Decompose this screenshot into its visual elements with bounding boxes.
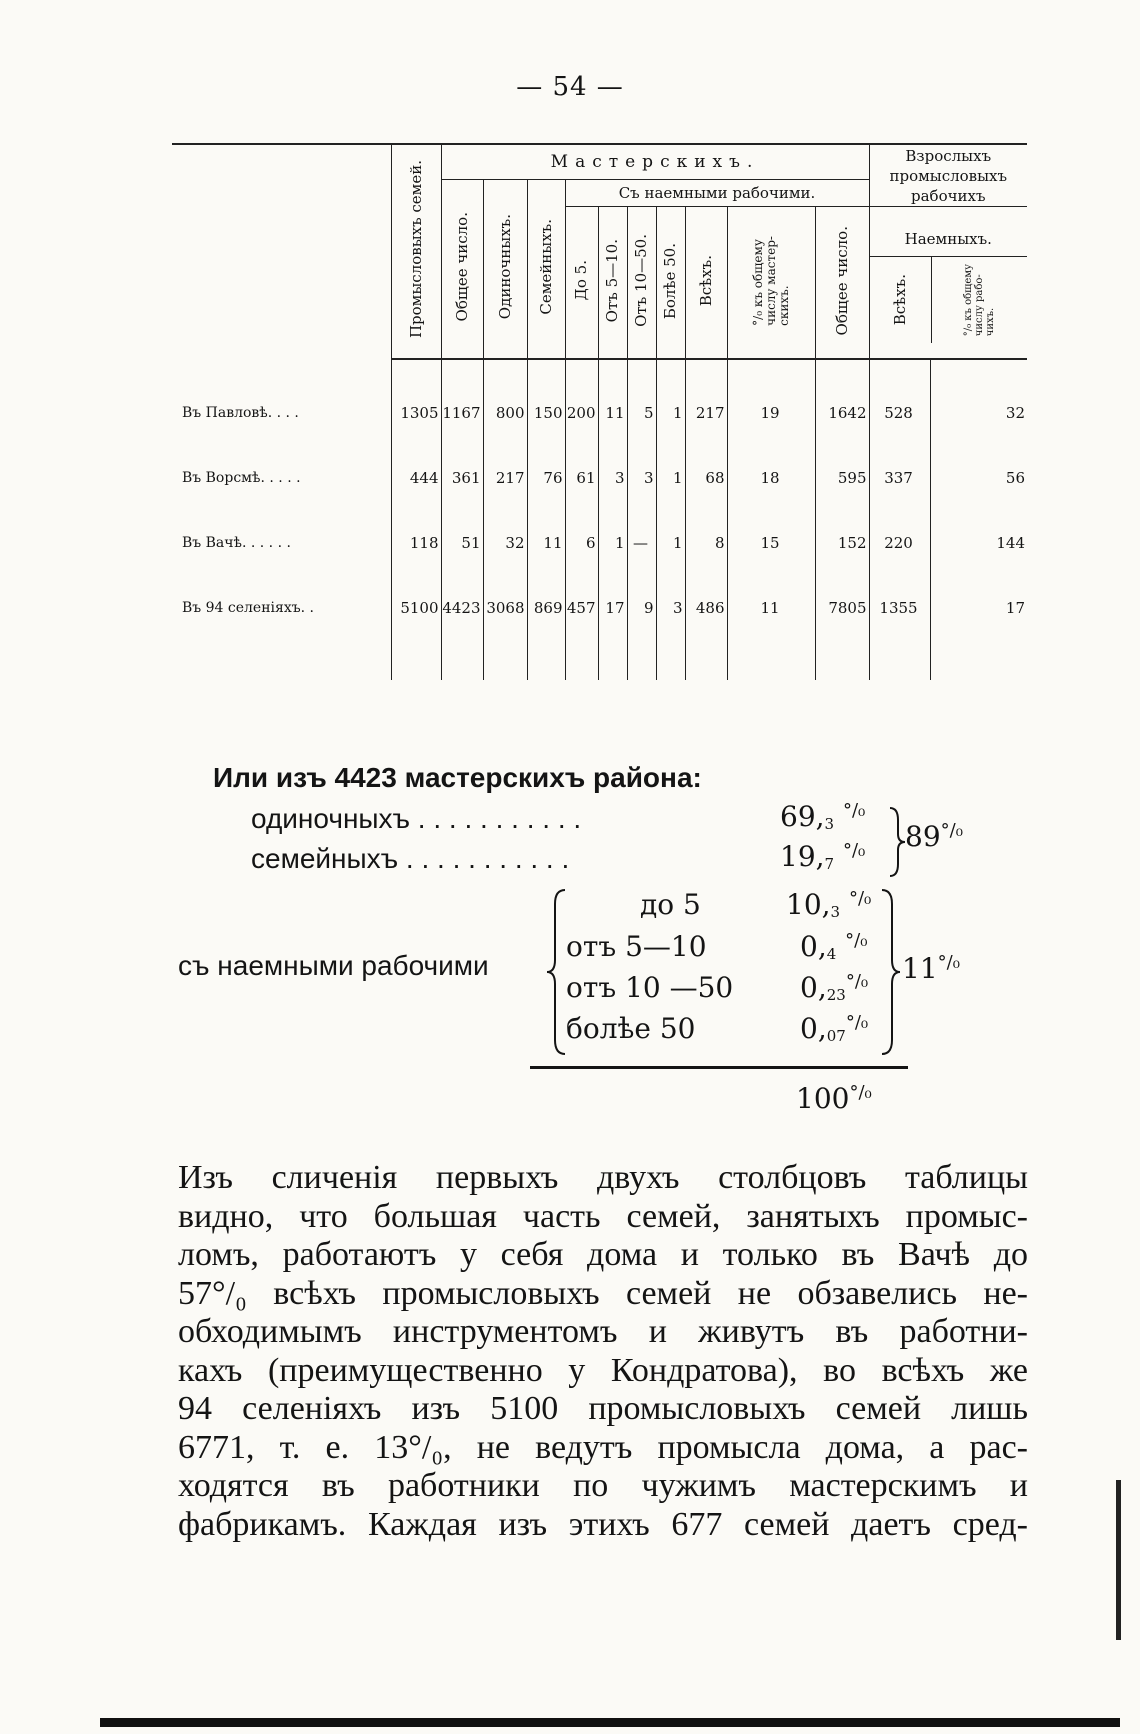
cell-upto-5: 61 (565, 445, 598, 510)
cell-10-50: 3 (627, 445, 656, 510)
cell-hired-all: 486 (685, 575, 727, 640)
summary-group-a-total: $89^{^\circ/_0}$ (905, 820, 963, 853)
header-families: Промысловыхъ семей. (391, 144, 441, 359)
cell-over-50: 1 (656, 510, 685, 575)
header-over-50: Болѣе 50. (656, 207, 685, 359)
summary-group-b-total: $11^{^\circ/_0}$ (902, 952, 960, 985)
row-label: Въ Павловѣ. . . . (182, 404, 299, 421)
header-5-10: Отъ 5—10. (598, 207, 627, 359)
paragraph-line: фабрикамъ. Каждая изъ этихъ 677 семей даетъ сред- (178, 1505, 1028, 1543)
paragraph-line: ходятся въ работники по чужимъ мастерскимъ и (178, 1467, 1028, 1504)
cell-adult-pct: 56 (930, 445, 1027, 510)
header-ws-total: Общее число. (441, 180, 483, 360)
body-paragraph (178, 1159, 1028, 1544)
cell-ws-single: 32 (483, 510, 527, 575)
cell-hired-pct: 18 (727, 445, 815, 510)
right-brace-icon (880, 888, 902, 1056)
header-hired-pct: °/₀ къ общему числу мастер- скихъ. (727, 207, 815, 359)
hired-item-label: до 5 (640, 888, 701, 921)
header-adult-hired-block (869, 207, 1027, 359)
header-adult-hired: Наемныхъ. (870, 222, 1028, 257)
header-10-50: Отъ 10—50. (627, 207, 656, 359)
hired-item-label: отъ 5—10 (566, 930, 707, 963)
cell-upto-5: 457 (565, 575, 598, 640)
row-label: Въ Вачѣ. . . . . . (182, 534, 291, 551)
cell-ws-family: 869 (527, 575, 565, 640)
cell-5-10: 11 (598, 380, 627, 445)
scan-bottom-edge (100, 1718, 1120, 1727)
cell-ws-total: 361 (441, 445, 483, 510)
table-row (172, 575, 1027, 640)
summary-single-label: одиночныхъ . . . . . . . . . . . (251, 803, 582, 834)
cell-families: 5100 (391, 575, 441, 640)
header-adult-pct: °/₀ къ общему числу рабо- чихъ. (931, 257, 1028, 343)
header-hired-all: Всѣхъ. (685, 207, 727, 359)
header-ws-single: Одиночныхъ. (483, 180, 527, 360)
row-label: Въ Ворсмѣ. . . . . (182, 469, 301, 486)
paragraph-line: 6771, т. е. 13°/₀, не ведутъ промысла дома, а рас- (178, 1428, 1028, 1466)
cell-hired-all: 68 (685, 445, 727, 510)
cell-ws-single: 3068 (483, 575, 527, 640)
paragraph-line: обходимымъ инструментомъ и живутъ въ работни- (178, 1313, 1028, 1350)
paragraph-line: ломъ, работаютъ у себя дома и только въ Вачѣ до (178, 1236, 1028, 1273)
cell-adult-total: 152 (815, 510, 869, 575)
cell-over-50: 1 (656, 445, 685, 510)
cell-families: 1305 (391, 380, 441, 445)
paragraph-line: видно, что большая часть семей, занятыхъ промыс- (178, 1197, 1028, 1235)
cell-5-10: 3 (598, 445, 627, 510)
cell-ws-single: 800 (483, 380, 527, 445)
header-adult-all: Всѣхъ. (890, 274, 909, 326)
table-row (172, 445, 1027, 510)
cell-adult-total: 595 (815, 445, 869, 510)
cell-upto-5: 200 (565, 380, 598, 445)
cell-families: 444 (391, 445, 441, 510)
cell-adult-pct: 17 (930, 575, 1027, 640)
cell-adult-pct: 32 (930, 380, 1027, 445)
cell-hired-pct: 19 (727, 380, 815, 445)
left-brace-icon (545, 888, 567, 1056)
hired-item-label: болѣе 50 (566, 1012, 696, 1045)
summary-family-label: семейныхъ . . . . . . . . . . . (251, 843, 570, 874)
table-tail-row (172, 640, 1027, 680)
paragraph-line: Изъ сличенія первыхъ двухъ столбцовъ таблицы (178, 1159, 1028, 1196)
cell-10-50: 9 (627, 575, 656, 640)
table-corner (172, 144, 391, 359)
cell-ws-total: 4423 (441, 575, 483, 640)
statistics-table (172, 143, 1027, 680)
cell-upto-5: 6 (565, 510, 598, 575)
header-hired-workers: Съ наемными рабочими. (565, 180, 869, 207)
table-row (172, 510, 1027, 575)
scan-edge-mark (1116, 1480, 1121, 1640)
cell-10-50: 5 (627, 380, 656, 445)
cell-hired-pct: 15 (727, 510, 815, 575)
cell-ws-family: 76 (527, 445, 565, 510)
cell-over-50: 3 (656, 575, 685, 640)
paragraph-line: кахъ (преимущественно у Кондратова), во всѣхъ же (178, 1351, 1028, 1389)
header-adult-workers: Взрослыхъ промысловыхъ рабочихъ (869, 144, 1027, 207)
cell-over-50: 1 (656, 380, 685, 445)
hired-item-value: $0,_4$ $^{^\circ/_0}$ (800, 930, 868, 963)
cell-adult-all: 220 (869, 510, 930, 575)
cell-5-10: 1 (598, 510, 627, 575)
summary-family-value: $19,_7$ $^{^\circ/_0}$ (780, 840, 866, 873)
row-label: Въ 94 селеніяхъ. . (182, 599, 315, 616)
summary-total-rule (530, 1066, 908, 1069)
cell-adult-total: 7805 (815, 575, 869, 640)
summary-single-value: $69,_3$ $^{^\circ/_0}$ (780, 800, 866, 833)
cell-adult-pct: 144 (930, 510, 1027, 575)
hired-item-value: $0,_{23}^{^\circ/_0}$ (800, 971, 869, 1004)
header-upto-5: До 5. (565, 207, 598, 359)
table-row (172, 380, 1027, 445)
summary-hired-label: съ наемными рабочими (178, 950, 489, 981)
cell-adult-all: 1355 (869, 575, 930, 640)
table-spacer-row (172, 359, 1027, 380)
page-number: — 54 — (516, 72, 624, 102)
cell-hired-pct: 11 (727, 575, 815, 640)
paragraph-line: 94 селеніяхъ изъ 5100 промысловыхъ семей лишь (178, 1390, 1028, 1427)
header-adult-total: Общее число. (815, 207, 869, 359)
header-workshops: Мастерскихъ. (441, 144, 869, 180)
cell-adult-total: 1642 (815, 380, 869, 445)
cell-hired-all: 217 (685, 380, 727, 445)
cell-ws-family: 11 (527, 510, 565, 575)
summary-grand-total: $100^{^\circ/_0}$ (796, 1082, 872, 1115)
cell-ws-total: 1167 (441, 380, 483, 445)
summary-heading: Или изъ 4423 мастерскихъ района: (213, 762, 702, 793)
cell-families: 118 (391, 510, 441, 575)
header-ws-family: Семейныхъ. (527, 180, 565, 360)
cell-adult-all: 337 (869, 445, 930, 510)
cell-ws-family: 150 (527, 380, 565, 445)
cell-ws-total: 51 (441, 510, 483, 575)
cell-10-50: — (627, 510, 656, 575)
cell-hired-all: 8 (685, 510, 727, 575)
hired-item-value: $10,_3$ $^{^\circ/_0}$ (786, 888, 872, 921)
cell-ws-single: 217 (483, 445, 527, 510)
hired-item-value: $0,_{07}^{^\circ/_0}$ (800, 1012, 869, 1045)
hired-item-label: отъ 10 —50 (566, 971, 734, 1004)
cell-adult-all: 528 (869, 380, 930, 445)
cell-5-10: 17 (598, 575, 627, 640)
paragraph-line: 57°/₀ всѣхъ промысловыхъ семей не обзавелись не- (178, 1274, 1028, 1312)
